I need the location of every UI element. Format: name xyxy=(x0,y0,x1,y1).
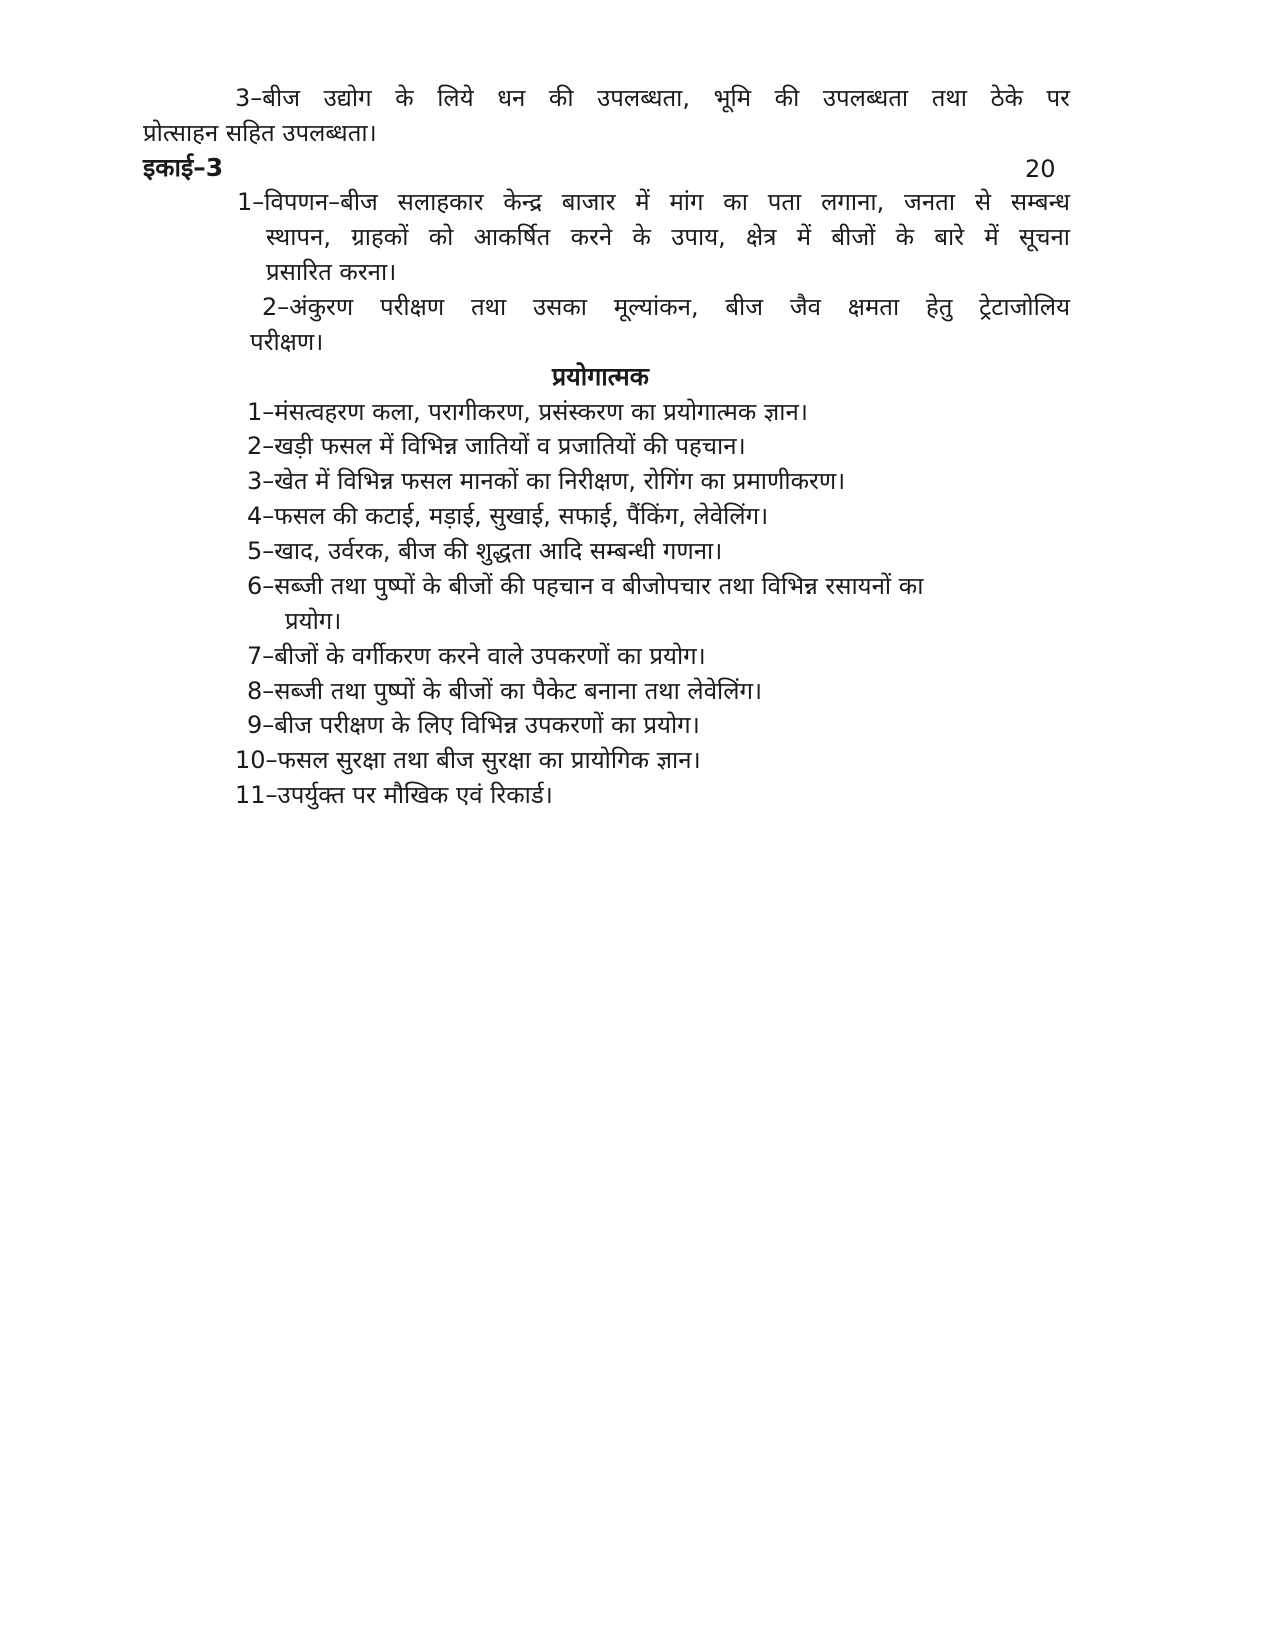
practical-item: 6–सब्जी तथा पुष्पों के बीजों की पहचान व बीजोपचार तथा विभिन्न रसायनों का xyxy=(247,572,924,600)
practical-item: 2–खड़ी फसल में विभिन्न जातियों व प्रजातियों की पहचान। xyxy=(247,432,746,460)
unit-item-2-line-2: परीक्षण। xyxy=(250,328,324,356)
practical-item: 9–बीज परीक्षण के लिए विभिन्न उपकरणों का प्रयोग। xyxy=(247,711,700,739)
practical-item: 7–बीजों के वर्गीकरण करने वाले उपकरणों का प्रयोग। xyxy=(247,642,706,670)
unit-item-1-line-2: स्थापन, ग्राहकों को आकर्षित करने के उपाय, क्षेत्र में बीजों के बारे में सूचना xyxy=(266,223,1070,251)
practical-item: 3–खेत में विभिन्न फसल मानकों का निरीक्षण, रोगिंग का प्रमाणीकरण। xyxy=(247,467,846,495)
unit-marks: 20 xyxy=(1025,155,1056,183)
practical-item: 5–खाद, उर्वरक, बीज की शुद्धता आदि सम्बन्धी गणना। xyxy=(247,537,723,565)
unit-item-1-line-1: 1–विपणन–बीज सलाहकार केन्द्र बाजार में मांग का पता लगाना, जनता से सम्बन्ध xyxy=(237,188,1070,216)
unit-item-2-line-1: 2–अंकुरण परीक्षण तथा उसका मूल्यांकन, बीज जैव क्षमता हेतु ट्रेटाजोलिय xyxy=(262,293,1070,321)
practical-item: 4–फसल की कटाई, मड़ाई, सुखाई, सफाई, पैंकिंग, लेवेलिंग। xyxy=(247,502,769,530)
practical-item: 1–मंसत्वहरण कला, परागीकरण, प्रसंस्करण का प्रयोगात्मक ज्ञान। xyxy=(247,398,808,426)
practical-item: 8–सब्जी तथा पुष्पों के बीजों का पैकेट बनाना तथा लेवेलिंग। xyxy=(247,677,763,705)
intro-line-1: 3–बीज उद्योग के लिये धन की उपलब्धता, भूमि की उपलब्धता तथा ठेके पर xyxy=(235,84,1070,112)
practical-item: 10–फसल सुरक्षा तथा बीज सुरक्षा का प्रायोगिक ज्ञान। xyxy=(235,746,701,774)
intro-line-2: प्रोत्साहन सहित उपलब्धता। xyxy=(143,119,377,147)
practical-item-continuation: प्रयोग। xyxy=(285,607,342,635)
practical-title: प्रयोगात्मक xyxy=(552,362,649,391)
unit-item-1-line-3: प्रसारित करना। xyxy=(266,258,397,286)
practical-item: 11–उपर्युक्त पर मौखिक एवं रिकार्ड। xyxy=(235,781,553,809)
unit-title: इकाई–3 xyxy=(143,153,224,182)
